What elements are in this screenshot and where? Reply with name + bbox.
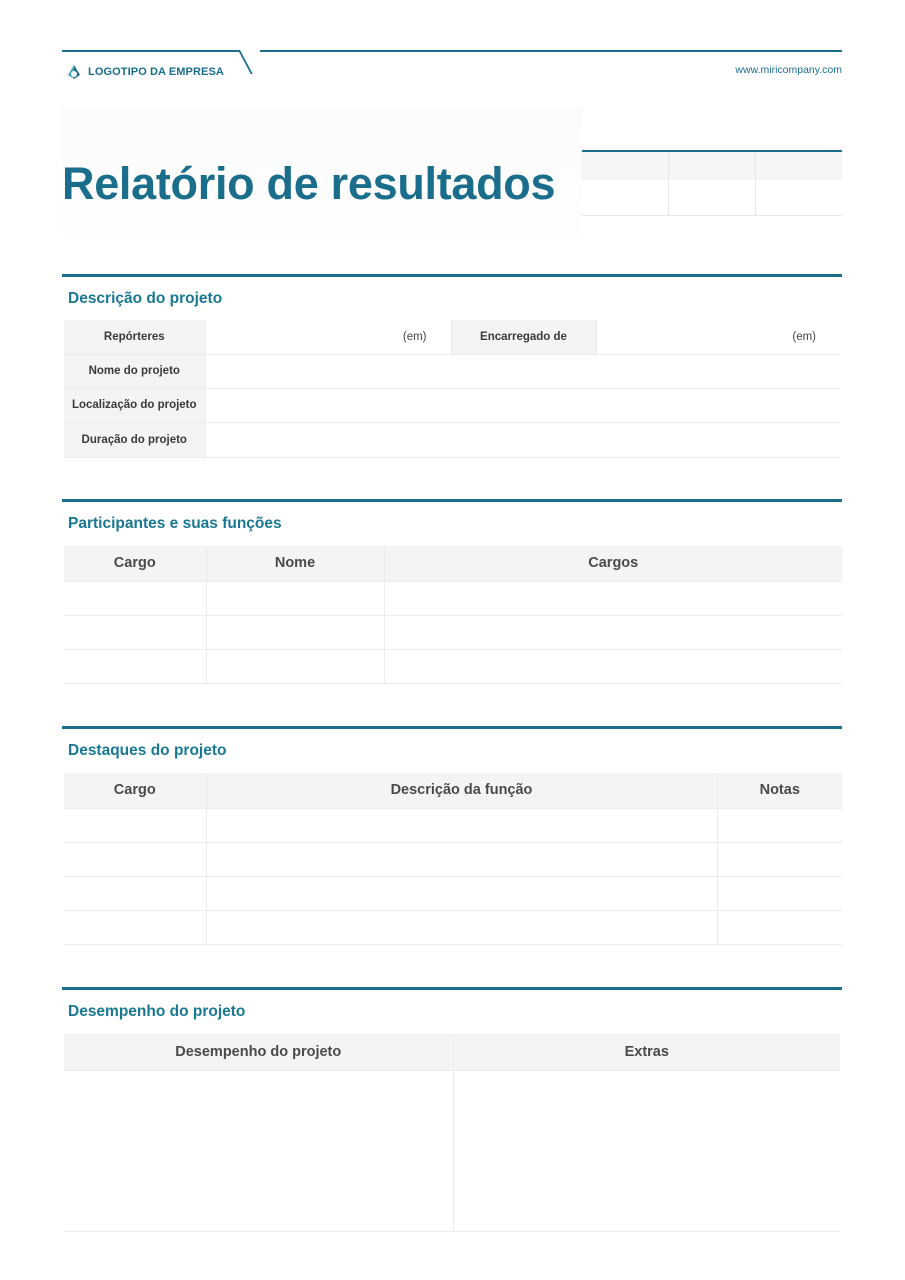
header-rule-left <box>62 50 240 52</box>
column-header-nome: Nome <box>206 546 384 581</box>
section-rule <box>62 726 842 729</box>
in-charge-field[interactable] <box>596 320 840 354</box>
table-row <box>64 320 840 354</box>
table-cell[interactable] <box>64 910 206 944</box>
project-duration-field[interactable] <box>205 422 840 457</box>
table-cell[interactable] <box>206 581 384 615</box>
column-header-cargo: Cargo <box>64 546 206 581</box>
highlights-table <box>64 773 842 945</box>
participants-table <box>64 546 842 684</box>
table-row <box>64 876 842 910</box>
performance-text-area[interactable] <box>64 1070 453 1231</box>
table-cell[interactable] <box>717 910 842 944</box>
table-row <box>64 842 842 876</box>
page-title: Relatório de resultados <box>62 158 556 209</box>
section-title-participants: Participantes e suas funções <box>68 515 282 532</box>
in-charge-label: Encarregado de <box>451 320 596 354</box>
table-cell[interactable] <box>64 842 206 876</box>
table-row <box>64 581 842 615</box>
meta-table <box>582 150 842 216</box>
header-rule-slant <box>238 50 253 74</box>
table-cell[interactable] <box>206 910 717 944</box>
section-rule <box>62 274 842 277</box>
table-header-row <box>64 773 842 808</box>
reporters-unit: (em) <box>402 330 427 343</box>
table-header-row <box>64 1034 840 1070</box>
table-row <box>64 649 842 683</box>
column-header-notas: Notas <box>717 773 842 808</box>
section-title-project-description: Descrição do projeto <box>68 290 223 307</box>
table-cell[interactable] <box>64 808 206 842</box>
section-rule <box>62 499 842 502</box>
table-cell[interactable] <box>206 876 717 910</box>
project-name-label: Nome do projeto <box>64 354 205 388</box>
meta-value-cell[interactable] <box>669 180 756 215</box>
logo-text: LOGOTIPO DA EMPRESA <box>88 66 224 78</box>
column-header-extras: Extras <box>453 1034 840 1070</box>
table-row <box>64 615 842 649</box>
table-header-row <box>64 546 842 581</box>
table-row <box>64 422 840 457</box>
website-link[interactable]: www.miricompany.com <box>735 64 842 76</box>
table-row <box>64 388 840 422</box>
table-cell[interactable] <box>206 615 384 649</box>
section-title-performance: Desempenho do projeto <box>68 1003 246 1020</box>
table-row <box>64 1070 840 1231</box>
company-logo <box>66 64 224 80</box>
in-charge-unit: (em) <box>792 330 816 343</box>
table-cell[interactable] <box>206 649 384 683</box>
table-cell[interactable] <box>206 842 717 876</box>
project-location-field[interactable] <box>205 388 840 422</box>
logo-icon <box>66 64 82 80</box>
table-cell[interactable] <box>717 842 842 876</box>
section-rule <box>62 987 842 990</box>
meta-value-cell[interactable] <box>756 180 842 215</box>
meta-header-cell <box>582 152 669 180</box>
meta-header-cell <box>756 152 842 180</box>
table-cell[interactable] <box>64 581 206 615</box>
reporters-field[interactable] <box>205 320 451 354</box>
project-duration-label: Duração do projeto <box>64 422 205 457</box>
table-cell[interactable] <box>64 615 206 649</box>
section-title-highlights: Destaques do projeto <box>68 742 227 759</box>
table-cell[interactable] <box>717 808 842 842</box>
table-row <box>64 354 840 388</box>
meta-value-cell[interactable] <box>582 180 669 215</box>
column-header-cargos: Cargos <box>384 546 842 581</box>
table-cell[interactable] <box>64 649 206 683</box>
table-cell[interactable] <box>206 808 717 842</box>
table-row <box>64 910 842 944</box>
extras-text-area[interactable] <box>453 1070 840 1231</box>
project-location-label: Localização do projeto <box>64 388 205 422</box>
project-name-field[interactable] <box>205 354 840 388</box>
performance-table <box>64 1034 840 1232</box>
column-header-desempenho: Desempenho do projeto <box>64 1034 453 1070</box>
table-cell[interactable] <box>384 615 842 649</box>
table-cell[interactable] <box>384 581 842 615</box>
table-cell[interactable] <box>384 649 842 683</box>
column-header-cargo: Cargo <box>64 773 206 808</box>
table-cell[interactable] <box>717 876 842 910</box>
project-description-table <box>64 320 840 458</box>
column-header-descricao: Descrição da função <box>206 773 717 808</box>
header-rule-right <box>260 50 842 52</box>
page-header <box>62 50 842 80</box>
meta-header-cell <box>669 152 756 180</box>
reporters-label: Repórteres <box>64 320 205 354</box>
table-cell[interactable] <box>64 876 206 910</box>
table-row <box>64 808 842 842</box>
